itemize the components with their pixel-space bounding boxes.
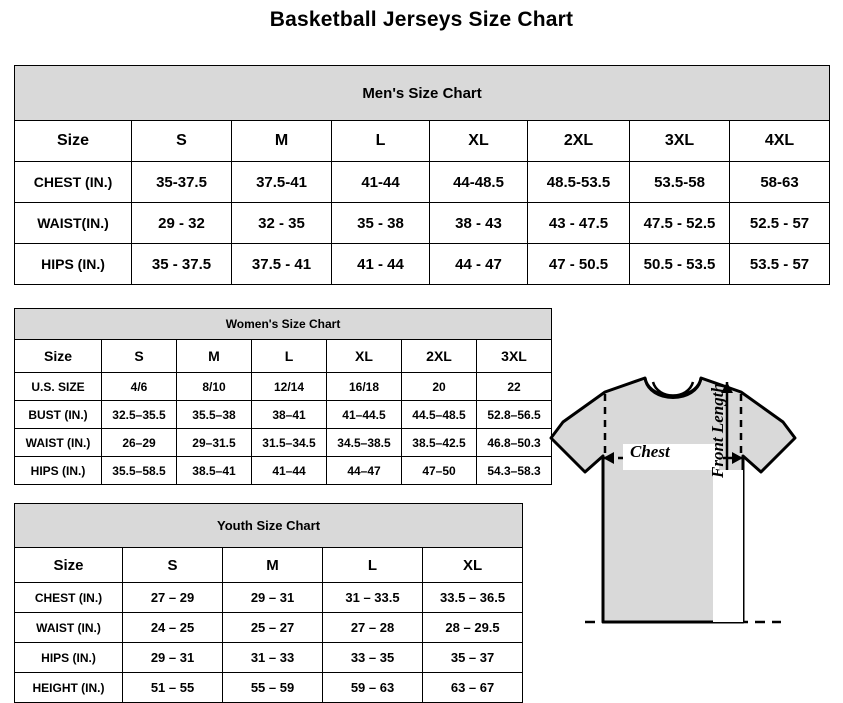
youth-size-chart-table [14, 503, 523, 703]
womens-cell: 46.8–50.3 [477, 429, 552, 457]
womens-cell: 47–50 [402, 457, 477, 485]
womens-row-label: HIPS (IN.) [15, 457, 102, 485]
mens-header-cell: Size [15, 121, 132, 162]
womens-header-cell: S [102, 340, 177, 373]
table-row [15, 583, 523, 613]
mens-cell: 47.5 - 52.5 [630, 203, 730, 244]
mens-cell: 38 - 43 [430, 203, 528, 244]
mens-row-label: WAIST(IN.) [15, 203, 132, 244]
mens-cell: 35-37.5 [132, 162, 232, 203]
mens-row-label: CHEST (IN.) [15, 162, 132, 203]
youth-cell: 59 – 63 [323, 673, 423, 703]
womens-cell: 38.5–42.5 [402, 429, 477, 457]
mens-row-label: HIPS (IN.) [15, 244, 132, 285]
table-row [15, 401, 552, 429]
mens-header-cell: 4XL [730, 121, 830, 162]
mens-size-chart-table [14, 65, 830, 285]
youth-cell: 55 – 59 [223, 673, 323, 703]
mens-header-cell: 3XL [630, 121, 730, 162]
mens-cell: 37.5 - 41 [232, 244, 332, 285]
womens-header-cell: Size [15, 340, 102, 373]
table-row [15, 429, 552, 457]
youth-cell: 27 – 29 [123, 583, 223, 613]
womens-row-label: U.S. SIZE [15, 373, 102, 401]
mens-cell: 43 - 47.5 [528, 203, 630, 244]
womens-row-label: BUST (IN.) [15, 401, 102, 429]
youth-cell: 31 – 33 [223, 643, 323, 673]
table-row [15, 373, 552, 401]
chest-measure-label: Chest [630, 442, 670, 461]
womens-row-label: WAIST (IN.) [15, 429, 102, 457]
youth-header-cell: L [323, 548, 423, 583]
womens-cell: 22 [477, 373, 552, 401]
shirt-measurement-diagram [545, 360, 835, 680]
youth-cell: 35 – 37 [423, 643, 523, 673]
youth-cell: 51 – 55 [123, 673, 223, 703]
shirt-outline-icon [545, 360, 835, 680]
mens-cell: 58-63 [730, 162, 830, 203]
mens-cell: 47 - 50.5 [528, 244, 630, 285]
youth-header-cell: XL [423, 548, 523, 583]
youth-header-cell: Size [15, 548, 123, 583]
womens-cell: 4/6 [102, 373, 177, 401]
womens-cell: 32.5–35.5 [102, 401, 177, 429]
front-length-measure-label: Front Length [708, 383, 727, 478]
youth-chart-caption-row [15, 504, 523, 548]
mens-cell: 32 - 35 [232, 203, 332, 244]
mens-cell: 41-44 [332, 162, 430, 203]
table-row [15, 203, 830, 244]
womens-header-cell: M [177, 340, 252, 373]
table-row [15, 613, 523, 643]
youth-cell: 33.5 – 36.5 [423, 583, 523, 613]
womens-cell: 29–31.5 [177, 429, 252, 457]
womens-cell: 12/14 [252, 373, 327, 401]
mens-header-row [15, 121, 830, 162]
womens-cell: 31.5–34.5 [252, 429, 327, 457]
page-title: Basketball Jerseys Size Chart [269, 8, 574, 31]
mens-chart-caption: Men's Size Chart [15, 66, 830, 121]
womens-cell: 35.5–38 [177, 401, 252, 429]
youth-row-label: HIPS (IN.) [15, 643, 123, 673]
youth-cell: 25 – 27 [223, 613, 323, 643]
womens-cell: 34.5–38.5 [327, 429, 402, 457]
womens-chart-caption: Women's Size Chart [15, 309, 552, 340]
mens-cell: 35 - 38 [332, 203, 430, 244]
youth-row-label: CHEST (IN.) [15, 583, 123, 613]
youth-cell: 29 – 31 [123, 643, 223, 673]
mens-cell: 48.5-53.5 [528, 162, 630, 203]
youth-cell: 24 – 25 [123, 613, 223, 643]
mens-cell: 53.5-58 [630, 162, 730, 203]
mens-cell: 41 - 44 [332, 244, 430, 285]
womens-cell: 20 [402, 373, 477, 401]
mens-cell: 35 - 37.5 [132, 244, 232, 285]
mens-header-cell: L [332, 121, 430, 162]
mens-cell: 29 - 32 [132, 203, 232, 244]
womens-cell: 52.8–56.5 [477, 401, 552, 429]
womens-cell: 54.3–58.3 [477, 457, 552, 485]
table-row [15, 162, 830, 203]
youth-row-label: WAIST (IN.) [15, 613, 123, 643]
table-row [15, 457, 552, 485]
mens-cell: 52.5 - 57 [730, 203, 830, 244]
mens-chart-caption-row [15, 66, 830, 121]
womens-header-cell: 3XL [477, 340, 552, 373]
mens-cell: 53.5 - 57 [730, 244, 830, 285]
mens-cell: 44-48.5 [430, 162, 528, 203]
mens-cell: 44 - 47 [430, 244, 528, 285]
mens-header-cell: 2XL [528, 121, 630, 162]
womens-cell: 38.5–41 [177, 457, 252, 485]
womens-cell: 26–29 [102, 429, 177, 457]
youth-chart-caption: Youth Size Chart [15, 504, 523, 548]
womens-cell: 35.5–58.5 [102, 457, 177, 485]
mens-header-cell: XL [430, 121, 528, 162]
womens-cell: 44–47 [327, 457, 402, 485]
table-row [15, 673, 523, 703]
womens-cell: 41–44.5 [327, 401, 402, 429]
youth-cell: 27 – 28 [323, 613, 423, 643]
youth-cell: 28 – 29.5 [423, 613, 523, 643]
womens-cell: 16/18 [327, 373, 402, 401]
youth-header-cell: S [123, 548, 223, 583]
mens-header-cell: S [132, 121, 232, 162]
table-row [15, 643, 523, 673]
youth-row-label: HEIGHT (IN.) [15, 673, 123, 703]
womens-size-chart-table [14, 308, 552, 485]
mens-cell: 37.5-41 [232, 162, 332, 203]
youth-header-row [15, 548, 523, 583]
table-row [15, 244, 830, 285]
youth-header-cell: M [223, 548, 323, 583]
womens-header-cell: 2XL [402, 340, 477, 373]
mens-header-cell: M [232, 121, 332, 162]
womens-header-cell: L [252, 340, 327, 373]
youth-cell: 31 – 33.5 [323, 583, 423, 613]
youth-cell: 29 – 31 [223, 583, 323, 613]
womens-cell: 41–44 [252, 457, 327, 485]
womens-cell: 8/10 [177, 373, 252, 401]
womens-header-cell: XL [327, 340, 402, 373]
youth-cell: 33 – 35 [323, 643, 423, 673]
womens-header-row [15, 340, 552, 373]
mens-cell: 50.5 - 53.5 [630, 244, 730, 285]
womens-cell: 44.5–48.5 [402, 401, 477, 429]
womens-chart-caption-row [15, 309, 552, 340]
youth-cell: 63 – 67 [423, 673, 523, 703]
womens-cell: 38–41 [252, 401, 327, 429]
